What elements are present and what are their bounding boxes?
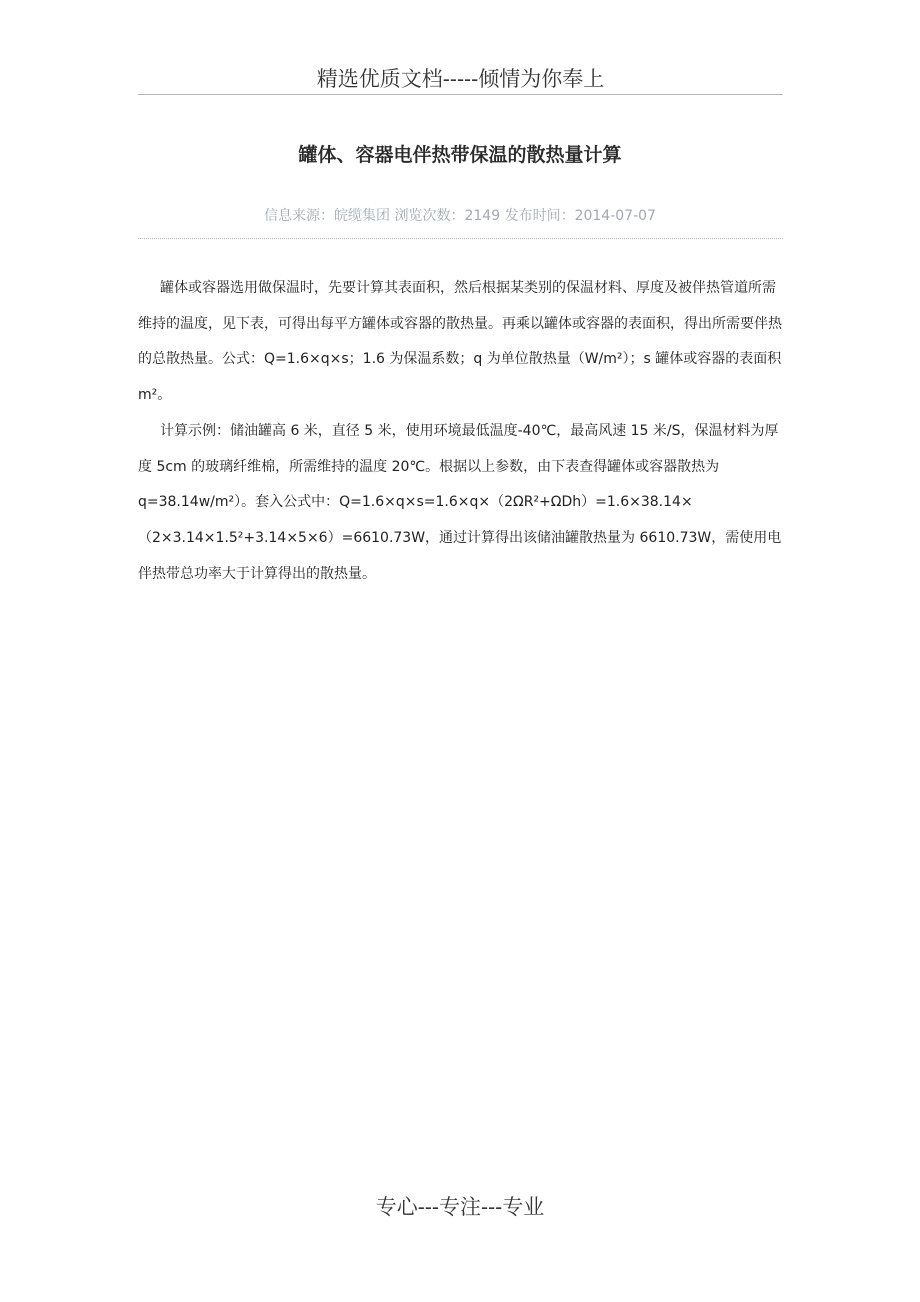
article-body: [138, 271, 783, 592]
footer-text: 专心---专注---专业: [375, 1195, 545, 1219]
paragraph-intro: 罐体或容器选用做保温时，先要计算其表面积，然后根据某类别的保温材料、厚度及被伴热管道所需维持的温度，见下表，可得出每平方罐体或容器的散热量。再乘以罐体或容器的表面积，得出所需要伴热的总散热量。公式：Q=1.6×q×s；1.6 为保温系数；q 为单位散热量（W/m²）；s 罐体或容器的表面积 m²。: [138, 280, 782, 404]
article-title: 罐体、容器电伴热带保温的散热量计算: [298, 144, 622, 166]
page-header: [138, 64, 783, 95]
paragraph-example: 计算示例：储油罐高 6 米，直径 5 米，使用环境最低温度-40℃，最高风速 15 米/S，保温材料为厚度 5cm 的玻璃纤维棉，所需维持的温度 20℃。根据以上参数，由下表查得罐体或容器散热为 q=38.14w/m²）。套入公式中：Q=1.6×q×s=1.6×q×（2ΩR²+ΩDh）=1.6×38.14×（2×3.14×1.5²+3.14×5×6）=6610.73W，通过计算得出该储油罐散热量为 6610.73W，需使用电伴热带总功率大于计算得出的散热量。: [138, 422, 782, 582]
header-divider: [138, 94, 783, 95]
article-meta: 信息来源：皖缆集团 浏览次数：2149 发布时间：2014-07-07: [264, 208, 656, 224]
meta-divider: [138, 238, 783, 239]
header-text: 精选优质文档-----倾情为你奉上: [316, 67, 605, 91]
